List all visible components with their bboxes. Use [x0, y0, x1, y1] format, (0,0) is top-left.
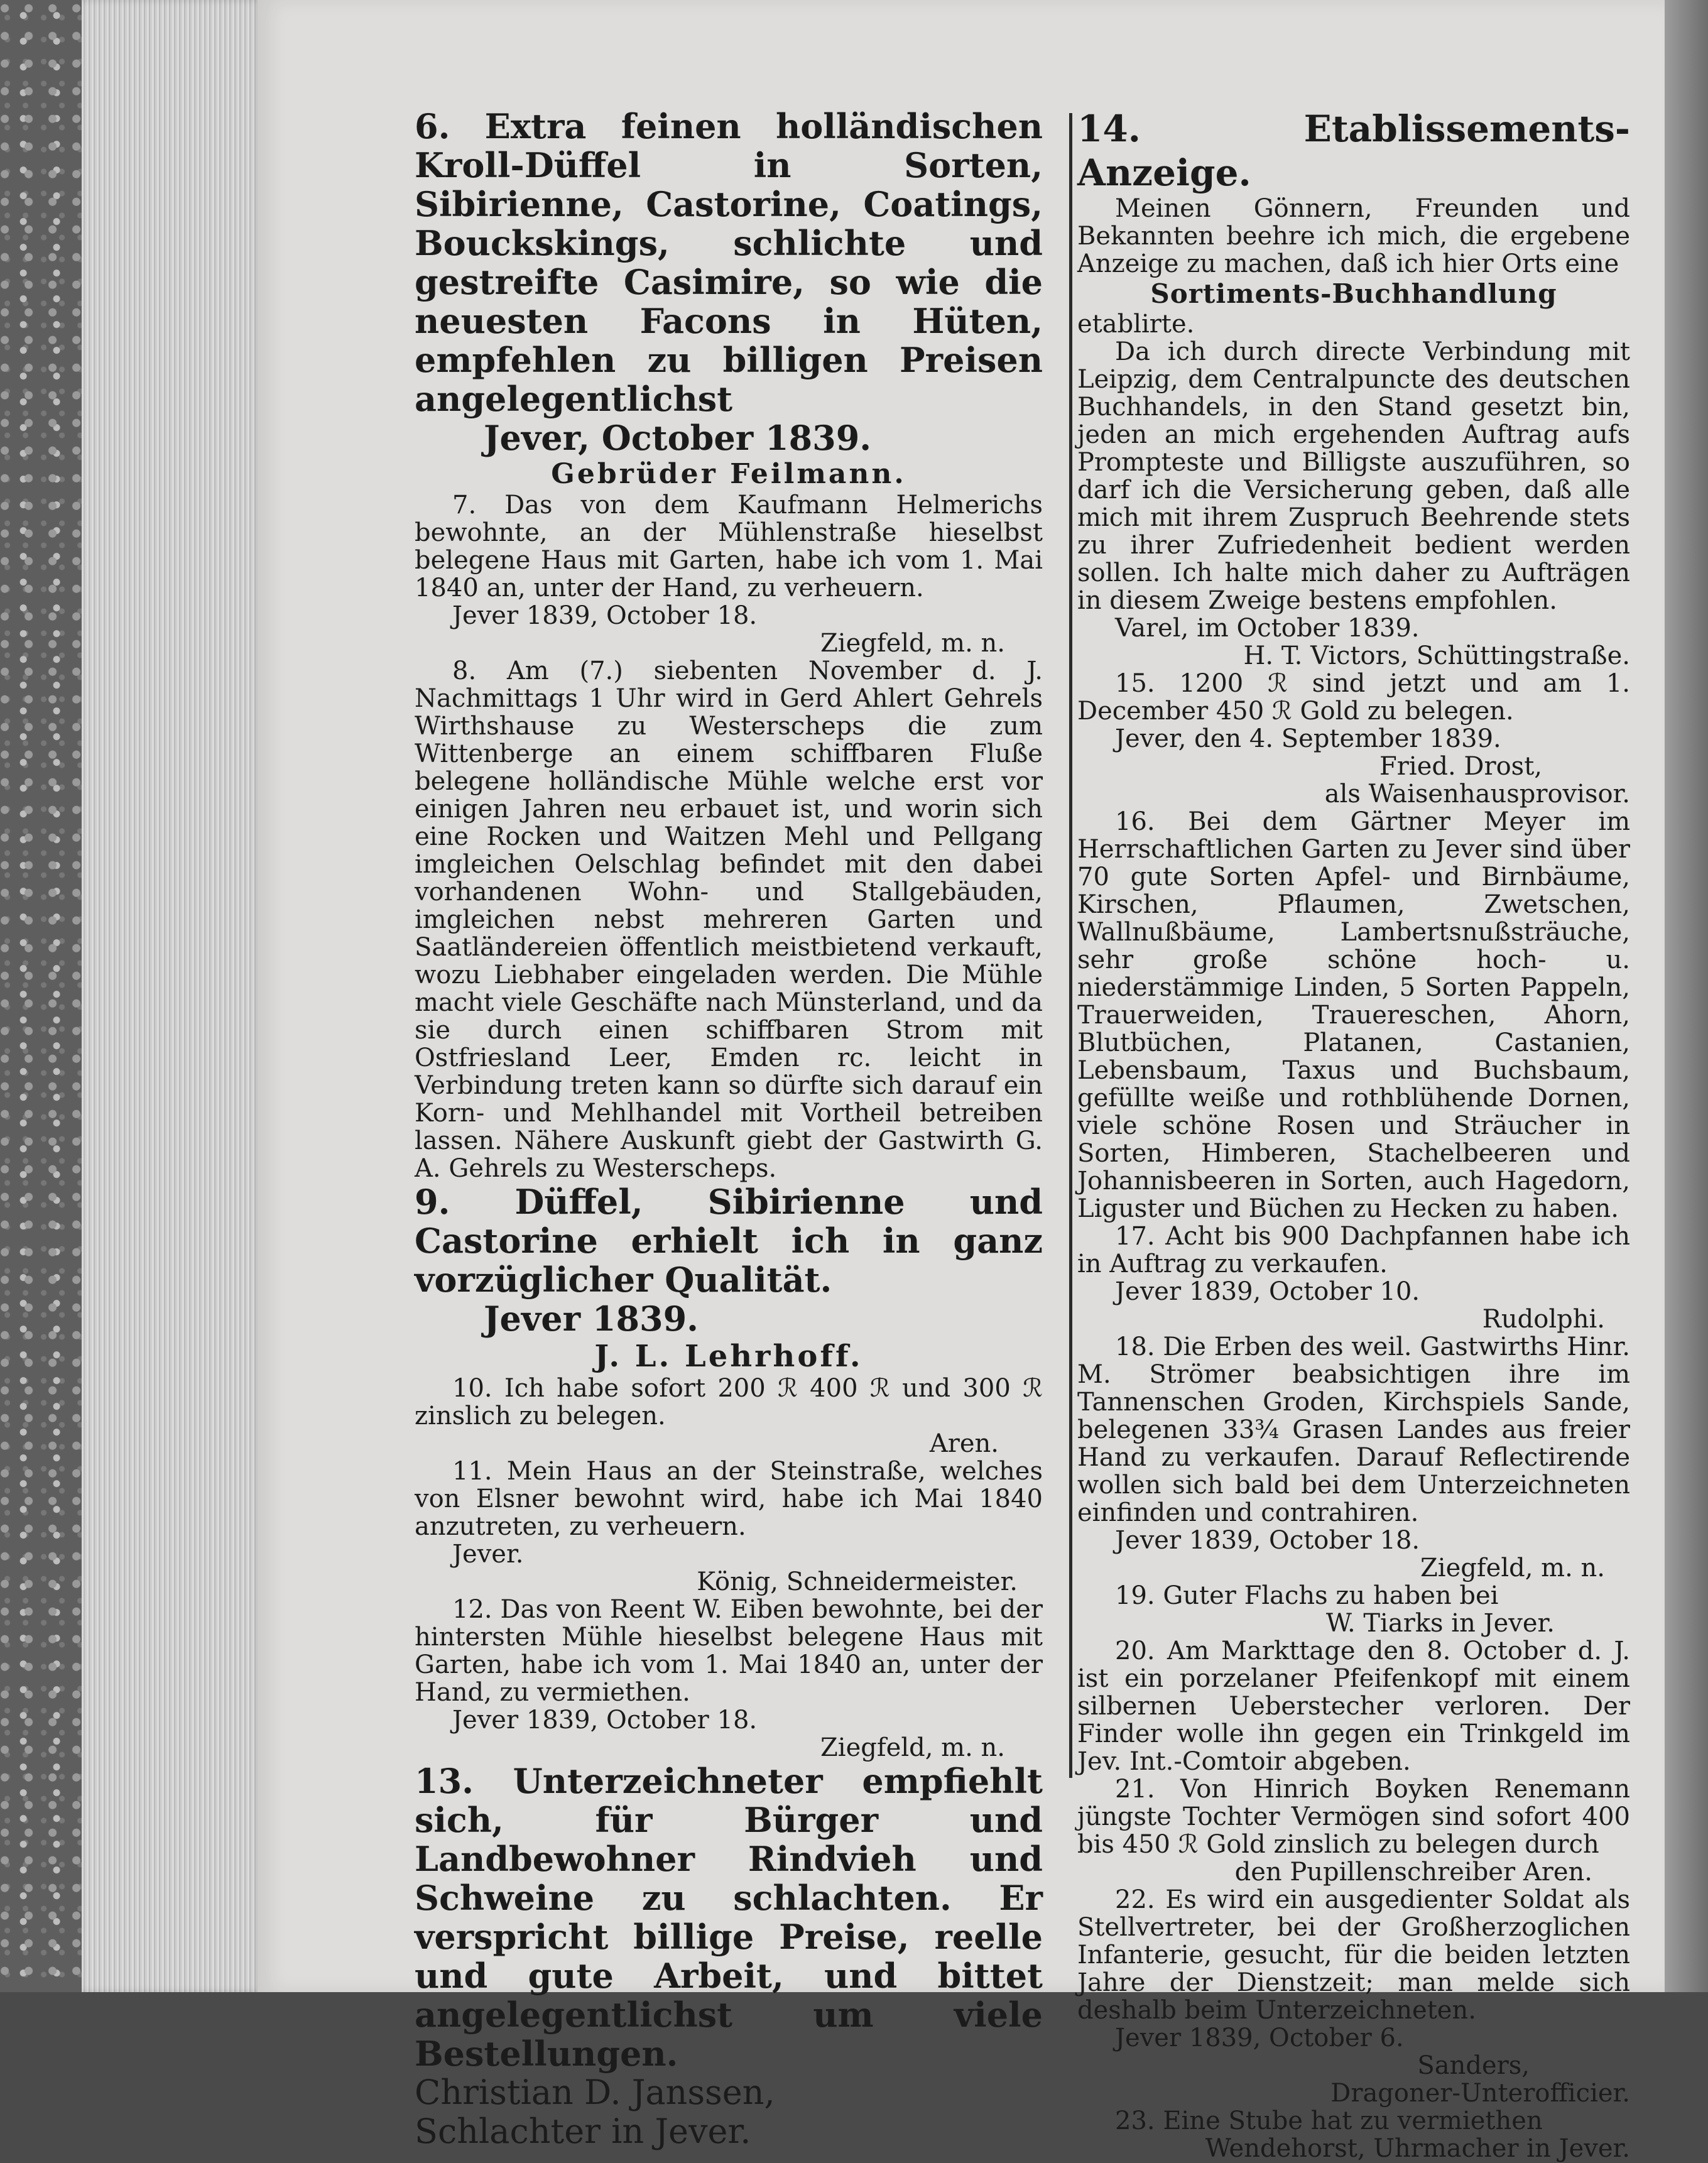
notice-14-etablirte: etablirte.: [1077, 310, 1195, 339]
notice-7-text: 7. Das von dem Kaufmann Helmerichs bewohnte, an der Mühlenstraße hieselbst belegene Haus mit Garten, habe ich vom 1. Mai 1840 an, unter der Hand, zu verheuern.: [415, 491, 1043, 602]
notice-23-text: 23. Eine Stube hat zu vermiethen: [1115, 2106, 1543, 2135]
notice-6-text: 6. Extra feinen holländischen Kroll-Düffel in Sorten, Sibirienne, Castorine, Coatings, Bouckskings, schlichte und gestreifte Casimire, so wie die neuesten Facons in Hüten, empfehlen zu billigen Preisen angelegentlichst: [415, 106, 1043, 419]
notice-11-signature: König, Schneidermeister.: [697, 1567, 1018, 1596]
book-cover-edge: [0, 0, 82, 1992]
notice-12-date: Jever 1839, October 18.: [452, 1706, 758, 1735]
notice-23-signature: Wendehorst, Uhrmacher in Jever.: [1205, 2134, 1630, 2163]
notice-11-text: 11. Mein Haus an der Steinstraße, welches von Elsner bewohnt wird, habe ich Mai 1840 anzutreten, zu verheuern.: [415, 1457, 1043, 1541]
scan-border: [1665, 0, 1708, 1992]
notice-14-intro: Meinen Gönnern, Freunden und Bekannten beehre ich mich, die ergebene Anzeige zu machen, daß ich hier Orts eine: [1077, 194, 1630, 278]
notice-6-signature: Gebrüder Feilmann.: [551, 458, 906, 490]
notice-9-text: 9. Düffel, Sibirienne und Castorine erhielt ich in ganz vorzüglicher Qualität.: [415, 1182, 1043, 1300]
notice-22-signature-name: Sanders,: [1417, 2051, 1530, 2080]
notice-19-signature: W. Tiarks in Jever.: [1325, 1609, 1555, 1638]
page-stack-edge: [82, 0, 264, 1992]
notice-13-signature-trade: Schlachter in Jever.: [415, 2111, 751, 2151]
notice-17-signature: Rudolphi.: [1482, 1305, 1605, 1334]
notice-16-text: 16. Bei dem Gärtner Meyer im Herrschaftlichen Garten zu Jever sind über 70 gute Sorten Apfel- und Birnbäume, Kirschen, Pflaumen, Zwetschen, Wallnußbäume, Lambertsnußsträuche, sehr große schöne hoch- u. niederstämmige Linden, 5 Sorten Pappeln, Trauerweiden, Trauereschen, Ahorn, Blutbüchen, Platanen, Castanien, Lebensbaum, Taxus und Buchsbaum, gefüllte weiße und rothblühende Dornen, viele schöne Rosen und Sträucher in Sorten, Himberen, Stachelbeeren und Johannisbeeren in Sorten, auch Hagedorn, Liguster und Büchen zu Hecken zu haben.: [1077, 807, 1630, 1223]
notice-10-text: 10. Ich habe sofort 200 ℛ 400 ℛ und 300 ℛ zinslich zu belegen.: [415, 1374, 1043, 1430]
notice-22-text: 22. Es wird ein ausgedienter Soldat als Stellvertreter, bei der Großherzoglichen Infanterie, gesucht, für die beiden letzten Jahre der Dienstzeit; man melde sich deshalb beim Unterzeichneten.: [1077, 1885, 1630, 2025]
notice-7-signature: Ziegfeld, m. n.: [820, 629, 1005, 658]
notice-14-signature: H. T. Victors, Schüttingstraße.: [1243, 641, 1630, 670]
notice-12-text: 12. Das von Reent W. Eiben bewohnte, bei der hintersten Mühle hieselbst belegene Haus mit Garten, habe ich vom 1. Mai 1840 an, unter der Hand, zu vermiethen.: [415, 1595, 1043, 1707]
notice-13-text: 13. Unterzeichneter empfiehlt sich, für Bürger und Landbewohner Rindvieh und Schweine zu schlachten. Er verspricht billige Preise, reelle und gute Arbeit, und bittet angelegentlichst um viele Bestellungen.: [415, 1761, 1043, 2074]
notice-17-date: Jever 1839, October 10.: [1115, 1277, 1420, 1306]
notice-14-heading: 14. Etablissements-Anzeige.: [1077, 107, 1630, 194]
notice-17-text: 17. Acht bis 900 Dachpfannen habe ich in Auftrag zu verkaufen.: [1077, 1222, 1630, 1278]
notice-6-place: Jever, October 1839.: [484, 418, 872, 458]
notice-19-text: 19. Guter Flachs zu haben bei: [1115, 1581, 1499, 1610]
notice-21-text: 21. Von Hinrich Boyken Renemann jüngste Tochter Vermögen sind sofort 400 bis 450 ℛ Gold zinslich zu belegen durch: [1077, 1775, 1630, 1859]
notice-18-text: 18. Die Erben des weil. Gastwirths Hinr. M. Strömer beabsichtigen ihre im Tannenschen Groden, Kirchspiels Sande, belegenen 33¾ Grasen Landes aus freier Hand zu verkaufen. Darauf Reflectirende wollen sich bald bei dem Unterzeichneten einfinden und contrahiren.: [1077, 1332, 1630, 1527]
notice-14-date: Varel, im October 1839.: [1115, 614, 1420, 643]
notice-15-signature-role: als Waisenhausprovisor.: [1324, 780, 1630, 809]
notice-21-signature: den Pupillenschreiber Aren.: [1234, 1858, 1592, 1887]
notice-18-date: Jever 1839, October 18.: [1115, 1526, 1420, 1555]
notice-14-body: Da ich durch directe Verbindung mit Leipzig, dem Centralpuncte des deutschen Buchhandels, in den Stand gesetzt bin, jeden an mich ergehenden Auftrag aufs Prompteste und Billigste auszuführen, so darf ich die Versicherung geben, daß alle mich mit ihrem Zuspruch Beehrende stets zu ihrer Zufriedenheit bedient werden sollen. Ich halte mich daher zu Aufträgen in diesem Zweige bestens empfohlen.: [1077, 337, 1630, 615]
right-column: [1077, 107, 1630, 2162]
notice-10-signature: Aren.: [929, 1429, 999, 1458]
notice-9-signature: J. L. Lehrhoff.: [594, 1339, 863, 1374]
notice-12-signature: Ziegfeld, m. n.: [820, 1733, 1005, 1762]
notice-8-text: 8. Am (7.) siebenten November d. J. Nachmittags 1 Uhr wird in Gerd Ahlert Gehrels Wirthshause zu Westerscheps die zum Wittenberge an einem schiffbaren Fluße belegene holländische Mühle welche erst vor einigen Jahren neu erbauet ist, und worin sich eine Rocken und Waitzen Mehl und Pellgang imgleichen Oelschlag befindet mit den dabei vorhandenen Wohn- und Stallgebäuden, imgleichen nebst mehreren Garten und Saatländereien öffentlich meistbietend verkauft, wozu Liebhaber eingeladen werden. Die Mühle macht viele Geschäfte nach Münsterland, und da sie durch einen schiffbaren Strom mit Ostfriesland Leer, Emden rc. leicht in Verbindung treten kann so dürfte sich darauf ein Korn- und Mehlhandel mit Vortheil betreiben lassen. Nähere Auskunft giebt der Gastwirth G. A. Gehrels zu Westerscheps.: [415, 657, 1043, 1183]
notice-18-signature: Ziegfeld, m. n.: [1420, 1554, 1605, 1583]
notice-22-signature-role: Dragoner-Unterofficier.: [1330, 2079, 1630, 2108]
notice-13-signature-name: Christian D. Janssen,: [415, 2073, 775, 2112]
notice-15-signature-name: Fried. Drost,: [1379, 752, 1542, 781]
notice-7-date: Jever 1839, October 18.: [452, 601, 758, 630]
notice-20-text: 20. Am Markttage den 8. October d. J. ist ein porzelaner Pfeifenkopf mit einem silbernen Ueberstecher verloren. Der Finder wolle ihn gegen ein Trinkgeld im Jev. Int.-Comtoir abgeben.: [1077, 1637, 1630, 1776]
notice-15-text: 15. 1200 ℛ sind jetzt und am 1. December 450 ℛ Gold zu belegen.: [1077, 669, 1630, 726]
notice-14-subheading: Sortiments-Buchhandlung: [1150, 278, 1557, 309]
left-column: [415, 107, 1043, 2151]
notice-15-date: Jever, den 4. September 1839.: [1115, 724, 1501, 753]
notice-9-place: Jever 1839.: [484, 1299, 699, 1339]
column-divider: [1069, 113, 1072, 1778]
notice-22-date: Jever 1839, October 6.: [1115, 2024, 1404, 2052]
notice-11-place: Jever.: [452, 1540, 524, 1569]
